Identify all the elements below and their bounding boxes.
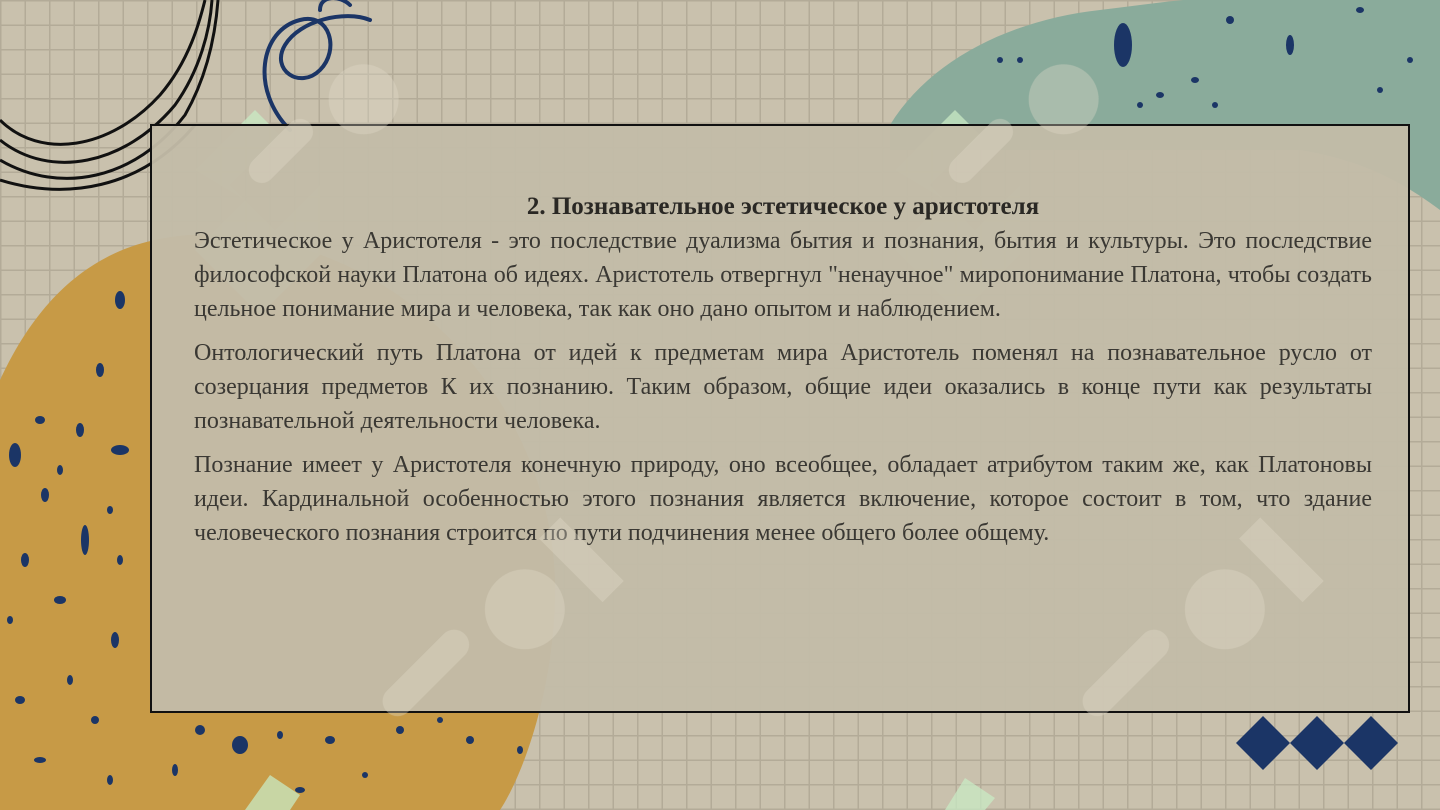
navy-scribble [265,0,370,130]
diamond-row [1236,716,1398,770]
paragraph-2: Онтологический путь Платона от идей к предметам мира Аристотель поменял на познавательное русло от созерцания предметов К их познанию. Таким образом, общие идеи оказались в конце пути как результаты познавательной деятельности человека. [194,340,1372,434]
paragraph-1: Эстетическое у Аристотеля - это последствие дуализма бытия и познания, бытия и культуры. Это последствие философской науки Платона об идеях. Аристотель отвергнул "ненаучное" миропонимание Платона, чтобы создать цельное понимание мира и человека, так как оно дано опытом и наблюдением. [194,228,1372,322]
diamond-icon [1290,716,1344,770]
panel-text [194,190,1372,560]
paragraph-3: Познание имеет у Аристотеля конечную природу, оно всеобщее, обладает атрибутом таким же, как Платоновы идеи. Кардинальной особенностью этого познания является включение, которое состоит в том, что здание человеческого познания строится по пути подчинения менее общего более общему. [194,452,1372,546]
slide-heading: 2. Познавательное эстетическое у аристотеля [526,193,1040,220]
diamond-icon [1236,716,1290,770]
content-panel [150,124,1410,713]
diamond-icon [1344,716,1398,770]
